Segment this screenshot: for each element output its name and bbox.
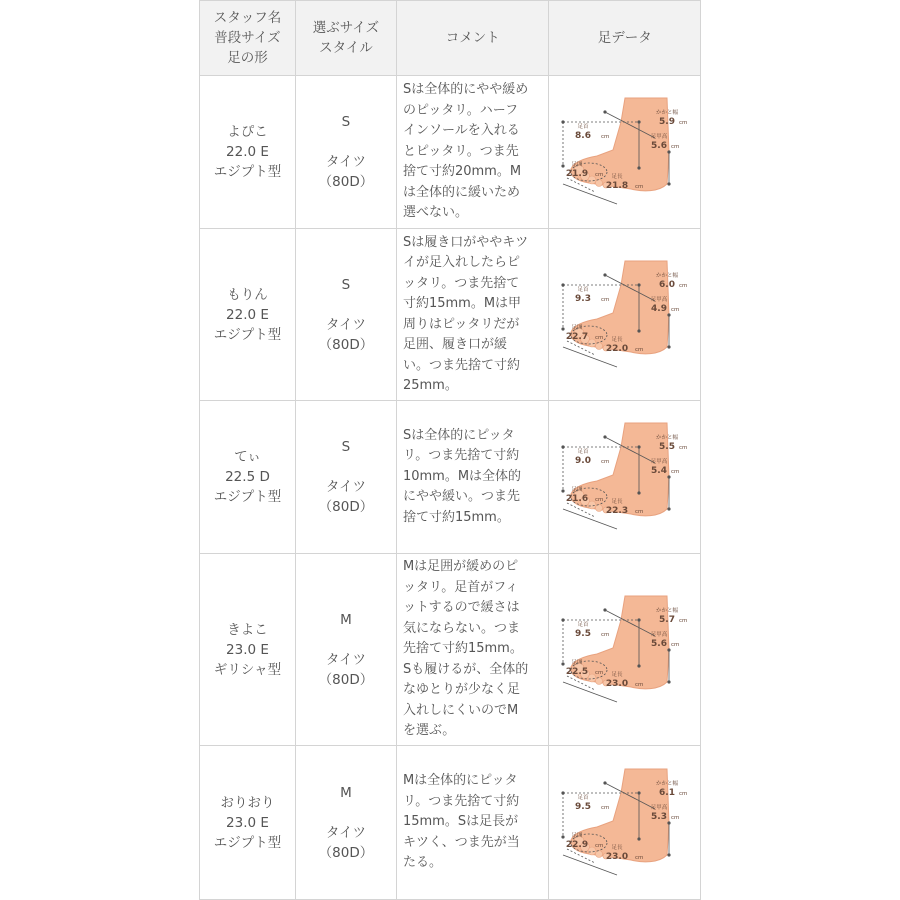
foot-diagram (555, 763, 695, 883)
style-denier: （80D） (318, 336, 374, 353)
chosen-size: M (340, 784, 352, 801)
ankle-value: 9.3 (574, 293, 591, 304)
comment-line: インソールを入れる (402, 123, 520, 139)
instep-unit: cm (670, 469, 680, 475)
measure-dot (603, 781, 606, 784)
foot-shape-type: エジプト型 (213, 834, 282, 851)
ankle-label: 足首 (577, 621, 589, 628)
heel-width-value: 5.5 (658, 442, 675, 452)
measure-dot (637, 329, 640, 332)
heel-width-label: かかと幅 (655, 435, 678, 441)
measure-dot (561, 445, 564, 448)
measure-dot (603, 273, 606, 276)
comment-line: 15mm。Sは足長が (402, 814, 519, 830)
length-label: 足長 (611, 336, 623, 343)
comment-line: Sは全体的にピッタ (402, 427, 515, 443)
style-name: タイツ (325, 479, 367, 495)
staff-name: おりおり (220, 794, 275, 811)
comment-line: ットするので緩さは (402, 600, 520, 616)
heel-width-value: 5.9 (658, 117, 675, 127)
comment-line: ッタリ。つま先捨て (402, 275, 520, 291)
measure-dot (637, 837, 640, 840)
measure-dot (603, 435, 606, 438)
measure-dot (637, 664, 640, 667)
style-name: タイツ (325, 651, 367, 668)
foot-shape-type: エジプト型 (213, 489, 282, 505)
table-row (200, 401, 701, 554)
header-staff-line: 足の形 (227, 50, 268, 66)
measure-dot (667, 475, 670, 478)
measure-dot (637, 120, 640, 123)
length-value: 23.0 (605, 678, 628, 689)
heel-width-unit: cm (678, 282, 688, 289)
girth-value: 21.6 (565, 494, 588, 504)
instep-value: 4.9 (650, 303, 667, 314)
staff-name: よぴこ (227, 124, 268, 140)
spacer (296, 295, 396, 315)
measure-dot (667, 853, 670, 856)
ankle-unit: cm (600, 296, 610, 303)
toe-mark (595, 505, 602, 512)
size-cell (295, 76, 396, 229)
header-size-line: 選ぶサイズ (312, 20, 380, 36)
comment-line: Sは全体的にやや緩め (402, 82, 529, 98)
girth-unit: cm (594, 669, 604, 676)
style-denier: （80D） (318, 499, 374, 515)
girth-unit: cm (594, 842, 604, 849)
instep-label: 足甲高 (650, 459, 667, 465)
measure-dot (561, 120, 564, 123)
comment-line: Sも履けるが、全体的 (402, 661, 529, 677)
instep-label: 足甲高 (650, 631, 667, 638)
length-value: 22.0 (605, 343, 628, 354)
measure-dot (561, 791, 564, 794)
measure-dot (561, 164, 564, 167)
length-unit: cm (634, 184, 644, 190)
foot-diagram (555, 417, 695, 537)
comment-line: なゆとりが少なく足 (402, 682, 520, 698)
girth-unit: cm (594, 497, 604, 503)
comment-line: ッタリ。足首がフィ (402, 579, 519, 595)
comment-line: たる。 (402, 855, 442, 871)
comment-line: を選ぶ。 (402, 723, 456, 739)
foot-data-cell (549, 746, 701, 900)
ankle-label: 足首 (577, 286, 589, 293)
girth-value: 22.5 (565, 666, 588, 677)
measure-dot (561, 283, 564, 286)
header-staff-line: スタッフ名 (213, 10, 282, 26)
size-cell (295, 554, 396, 746)
girth-label: 足囲 (571, 832, 583, 839)
measure-dot (667, 182, 670, 185)
staff-cell (200, 554, 296, 746)
length-label: 足長 (611, 499, 623, 505)
measure-dot (637, 283, 640, 286)
size-cell (295, 401, 396, 554)
ankle-unit: cm (600, 804, 610, 811)
instep-value: 5.6 (650, 141, 667, 151)
heel-width-value: 6.1 (658, 787, 675, 798)
measure-dot (637, 491, 640, 494)
length-label: 足長 (611, 844, 623, 851)
instep-unit: cm (670, 641, 680, 648)
heel-width-unit: cm (678, 445, 688, 451)
foot-shape-type: エジプト型 (213, 326, 282, 343)
measure-dot (667, 507, 670, 510)
header-row (200, 1, 701, 76)
staff-cell (200, 229, 296, 401)
comment-line: のピッタリ。ハーフ (402, 102, 519, 118)
comment-line: 足囲、履き口が緩 (402, 337, 507, 352)
length-unit: cm (634, 681, 644, 688)
ankle-label: 足首 (577, 449, 589, 455)
staff-name: きよこ (227, 621, 268, 638)
ankle-label: 足首 (577, 794, 589, 801)
measure-dot (667, 313, 670, 316)
instep-value: 5.6 (650, 638, 667, 649)
style-denier: （80D） (318, 174, 374, 190)
comment-cell (396, 746, 549, 900)
header-staff-line: 普段サイズ (214, 30, 281, 46)
spacer (296, 630, 396, 650)
table-row (200, 746, 701, 900)
ankle-value: 9.5 (574, 801, 591, 812)
ankle-unit: cm (600, 631, 610, 638)
heel-width-label: かかと幅 (655, 607, 678, 614)
style-name: タイツ (325, 824, 367, 841)
girth-unit: cm (594, 334, 604, 341)
size-comparison-table (199, 0, 701, 900)
foot-diagram (555, 255, 695, 375)
length-unit: cm (634, 854, 644, 861)
measure-dot (561, 662, 564, 665)
header-foot: 足データ (549, 1, 701, 76)
table-row (200, 229, 701, 401)
instep-unit: cm (670, 306, 680, 313)
comment-line: 入れしにくいのでM (402, 702, 519, 718)
foot-diagram (555, 92, 695, 212)
staff-cell (200, 76, 296, 229)
comment-line: 25mm。 (402, 378, 458, 393)
usual-size: 22.0 E (226, 306, 269, 323)
usual-size: 23.0 E (226, 814, 269, 831)
toe-mark (595, 850, 602, 857)
ankle-label: 足首 (577, 124, 589, 130)
size-cell (295, 229, 396, 401)
chosen-size: S (341, 114, 351, 130)
foot-diagram (555, 590, 695, 710)
measure-dot (637, 445, 640, 448)
comment-line: 周りはピッタリだが (402, 316, 520, 332)
comment-line: 先捨て寸約15mm。 (402, 641, 523, 657)
spacer (296, 803, 396, 823)
toe-mark (595, 677, 602, 684)
measure-dot (561, 835, 564, 838)
heel-width-unit: cm (678, 617, 688, 624)
comment-line: 捨て寸約20mm。M (402, 164, 522, 180)
girth-label: 足囲 (571, 162, 583, 168)
comment-line: イが足入れしたらピ (402, 255, 520, 270)
measure-dot (667, 680, 670, 683)
comment-line: リ。つま先捨て寸約 (402, 793, 520, 809)
instep-value: 5.3 (650, 811, 667, 822)
table-row (200, 76, 701, 229)
header-staff (200, 1, 296, 76)
heel-width-label: かかと幅 (655, 780, 678, 787)
comment-line: リ。つま先捨て寸約 (402, 448, 520, 464)
header-size (295, 1, 396, 76)
toe-mark (595, 180, 602, 187)
girth-label: 足囲 (571, 487, 583, 493)
instep-label: 足甲高 (650, 296, 667, 303)
foot-shape-type: ギリシャ型 (213, 661, 282, 678)
comment-cell (396, 229, 549, 401)
comment-line: 10mm。Mは全体的 (402, 468, 522, 484)
ankle-unit: cm (600, 459, 610, 465)
ankle-unit: cm (600, 134, 610, 140)
comment-line: 捨て寸約15mm。 (402, 509, 510, 525)
spacer (296, 457, 396, 477)
staff-cell (200, 746, 296, 900)
comment-line: Mは全体的にピッタ (402, 773, 518, 789)
comment-line: い。つま先捨て寸約 (402, 357, 520, 373)
comment-cell (396, 554, 549, 746)
comment-line: Mは足囲が緩めのピ (402, 559, 519, 575)
foot-data-cell (549, 554, 701, 746)
staff-cell (200, 401, 296, 554)
style-name: タイツ (325, 154, 367, 170)
size-cell (295, 746, 396, 900)
girth-label: 足囲 (571, 659, 583, 666)
instep-unit: cm (670, 144, 680, 150)
ankle-value: 9.5 (574, 628, 591, 639)
comment-line: キツく、つま先が当 (402, 834, 520, 850)
foot-data-cell (549, 229, 701, 401)
comment-cell (396, 401, 549, 554)
foot-data-cell (549, 76, 701, 229)
length-unit: cm (634, 346, 644, 353)
length-value: 22.3 (605, 506, 628, 516)
girth-label: 足囲 (571, 324, 583, 331)
table-row (200, 554, 701, 746)
instep-unit: cm (670, 814, 680, 821)
heel-width-unit: cm (678, 790, 688, 797)
girth-value: 22.9 (565, 839, 588, 850)
instep-label: 足甲高 (650, 134, 667, 140)
comment-line: 気にならない。つま (402, 620, 520, 636)
girth-unit: cm (594, 172, 604, 178)
girth-value: 21.9 (565, 169, 588, 179)
chosen-size: S (341, 439, 351, 455)
spacer (296, 132, 396, 152)
heel-width-label: かかと幅 (655, 272, 678, 279)
header-size-line: スタイル (319, 40, 373, 56)
comment-line: Sは履き口がややキツ (402, 234, 529, 250)
usual-size: 23.0 E (226, 641, 269, 658)
staff-name: てぃ (234, 449, 261, 465)
heel-width-label: かかと幅 (655, 110, 678, 116)
heel-width-value: 6.0 (658, 279, 675, 290)
comment-cell (396, 76, 549, 229)
measure-dot (637, 618, 640, 621)
measure-dot (667, 345, 670, 348)
usual-size: 22.5 D (225, 469, 270, 485)
comment-line: 選べない。 (402, 205, 468, 221)
measure-dot (667, 150, 670, 153)
style-name: タイツ (325, 316, 367, 333)
toe-mark (595, 342, 602, 349)
measure-dot (603, 608, 606, 611)
heel-width-unit: cm (678, 120, 688, 126)
measure-dot (561, 618, 564, 621)
foot-data-cell (549, 401, 701, 554)
usual-size: 22.0 E (226, 144, 269, 160)
measure-dot (667, 648, 670, 651)
foot-shape-type: エジプト型 (213, 164, 282, 180)
comment-line: にやや緩い。つま先 (402, 489, 520, 505)
chosen-size: S (341, 276, 351, 293)
header-comment: コメント (396, 1, 549, 76)
instep-value: 5.4 (650, 466, 667, 476)
length-value: 21.8 (605, 181, 628, 191)
ankle-value: 9.0 (574, 456, 591, 466)
girth-value: 22.7 (565, 331, 588, 342)
chosen-size: M (340, 611, 352, 628)
measure-dot (561, 327, 564, 330)
instep-label: 足甲高 (650, 804, 667, 811)
style-denier: （80D） (318, 671, 374, 688)
ankle-value: 8.6 (574, 131, 591, 141)
measure-dot (667, 821, 670, 824)
comment-line: 寸約15mm。Mは甲 (402, 296, 522, 311)
measure-dot (637, 166, 640, 169)
length-label: 足長 (611, 174, 623, 180)
staff-name: もりん (227, 286, 268, 303)
measure-dot (561, 489, 564, 492)
length-label: 足長 (611, 671, 623, 678)
length-value: 23.0 (605, 851, 628, 862)
style-denier: （80D） (318, 844, 374, 861)
comment-line: とピッタリ。つま先 (402, 143, 519, 159)
measure-dot (603, 110, 606, 113)
heel-width-value: 5.7 (658, 614, 675, 625)
measure-dot (637, 791, 640, 794)
comment-line: は全体的に緩いため (402, 184, 520, 200)
length-unit: cm (634, 509, 644, 515)
